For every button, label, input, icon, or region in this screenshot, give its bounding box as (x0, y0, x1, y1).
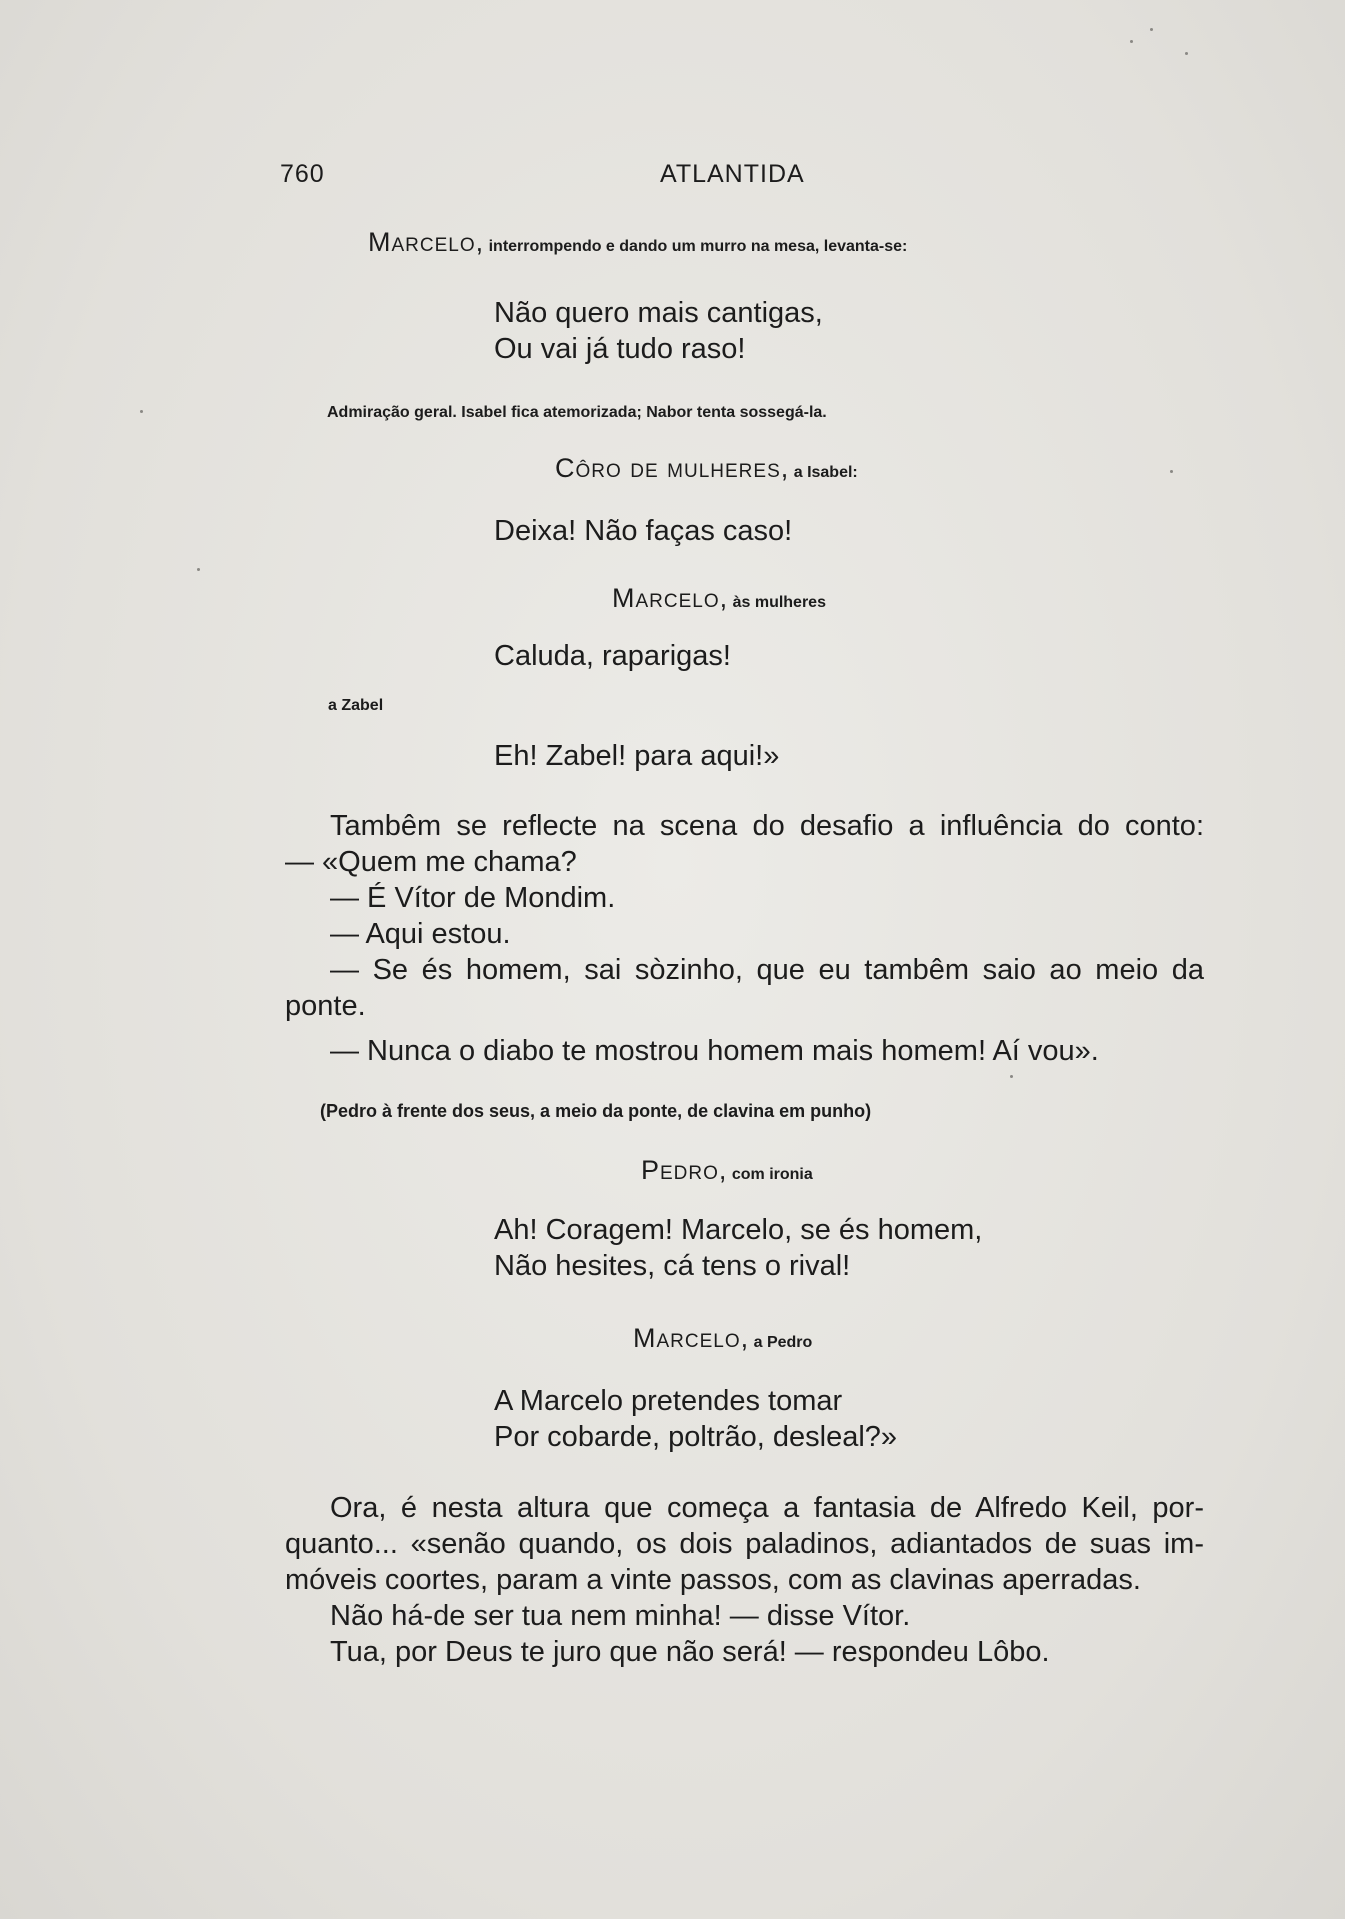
page-number: 760 (280, 160, 325, 188)
prose-line: Ora, é nesta altura que começa a fantasia de Alfredo Keil, por- (330, 1492, 1204, 1524)
stage-direction: com ironia (731, 1166, 813, 1183)
paper-speckle (197, 568, 200, 571)
paper-speckle (1170, 470, 1173, 473)
paper-speckle (1150, 28, 1153, 31)
prose-line: ponte. (285, 990, 366, 1022)
stage-direction: a Isabel: (793, 464, 858, 481)
prose-line: Tambêm se reflecte na scena do desafio a influência do conto: (330, 810, 1204, 842)
prose-line: — É Vítor de Mondim. (330, 882, 616, 914)
running-title: ATLANTIDA (660, 160, 805, 188)
verse-line: Ah! Coragem! Marcelo, se és homem, (494, 1214, 983, 1246)
speech-heading (641, 1155, 813, 1186)
speaker-name: Pedro, (641, 1155, 728, 1185)
stage-direction: interrompendo e dando um murro na mesa, levanta-se: (488, 238, 908, 255)
verse-line: A Marcelo pretendes tomar (494, 1385, 843, 1417)
stage-direction: a Pedro (753, 1334, 813, 1351)
verse-line: Eh! Zabel! para aqui!» (494, 740, 780, 772)
paper-speckle (1130, 40, 1133, 43)
prose-line: — Aqui estou. (330, 918, 511, 950)
prose-line: Não há-de ser tua nem minha! — disse Vítor. (330, 1600, 911, 1632)
verse-line: Não quero mais cantigas, (494, 297, 823, 329)
speech-heading (612, 583, 826, 614)
stage-direction: (Pedro à frente dos seus, a meio da ponte, de clavina em punho) (320, 1101, 872, 1121)
speaker-name: Marcelo, (633, 1323, 750, 1353)
prose-line: — Se és homem, sai sòzinho, que eu tambêm saio ao meio da (330, 954, 1204, 986)
speech-heading (368, 227, 907, 258)
prose-line: quanto... «senão quando, os dois paladinos, adiantados de suas im- (285, 1528, 1204, 1560)
verse-line: Ou vai já tudo raso! (494, 333, 746, 365)
prose-line: — «Quem me chama? (285, 846, 577, 878)
verse-line: Não hesites, cá tens o rival! (494, 1250, 851, 1282)
stage-direction: às mulheres (732, 594, 826, 611)
verse-line: Por cobarde, poltrão, desleal?» (494, 1421, 898, 1453)
speech-heading (555, 453, 858, 484)
prose-line: móveis coortes, param a vinte passos, com as clavinas aperradas. (285, 1564, 1141, 1596)
stage-direction: Admiração geral. Isabel fica atemorizada; Nabor tenta sossegá-la. (327, 404, 827, 421)
speech-heading (633, 1323, 812, 1354)
paper-speckle (1010, 1075, 1013, 1078)
speaker-name: Côro de mulheres, (555, 453, 790, 483)
speaker-name: Marcelo, (612, 583, 729, 613)
stage-direction: a Zabel (328, 697, 384, 714)
verse-line: Caluda, raparigas! (494, 640, 731, 672)
prose-line: Tua, por Deus te juro que não será! — respondeu Lôbo. (330, 1636, 1050, 1668)
prose-line: — Nunca o diabo te mostrou homem mais homem! Aí vou». (330, 1035, 1099, 1067)
verse-line: Deixa! Não faças caso! (494, 515, 793, 547)
speaker-name: Marcelo, (368, 227, 485, 257)
paper-speckle (140, 410, 143, 413)
paper-speckle (1185, 52, 1188, 55)
